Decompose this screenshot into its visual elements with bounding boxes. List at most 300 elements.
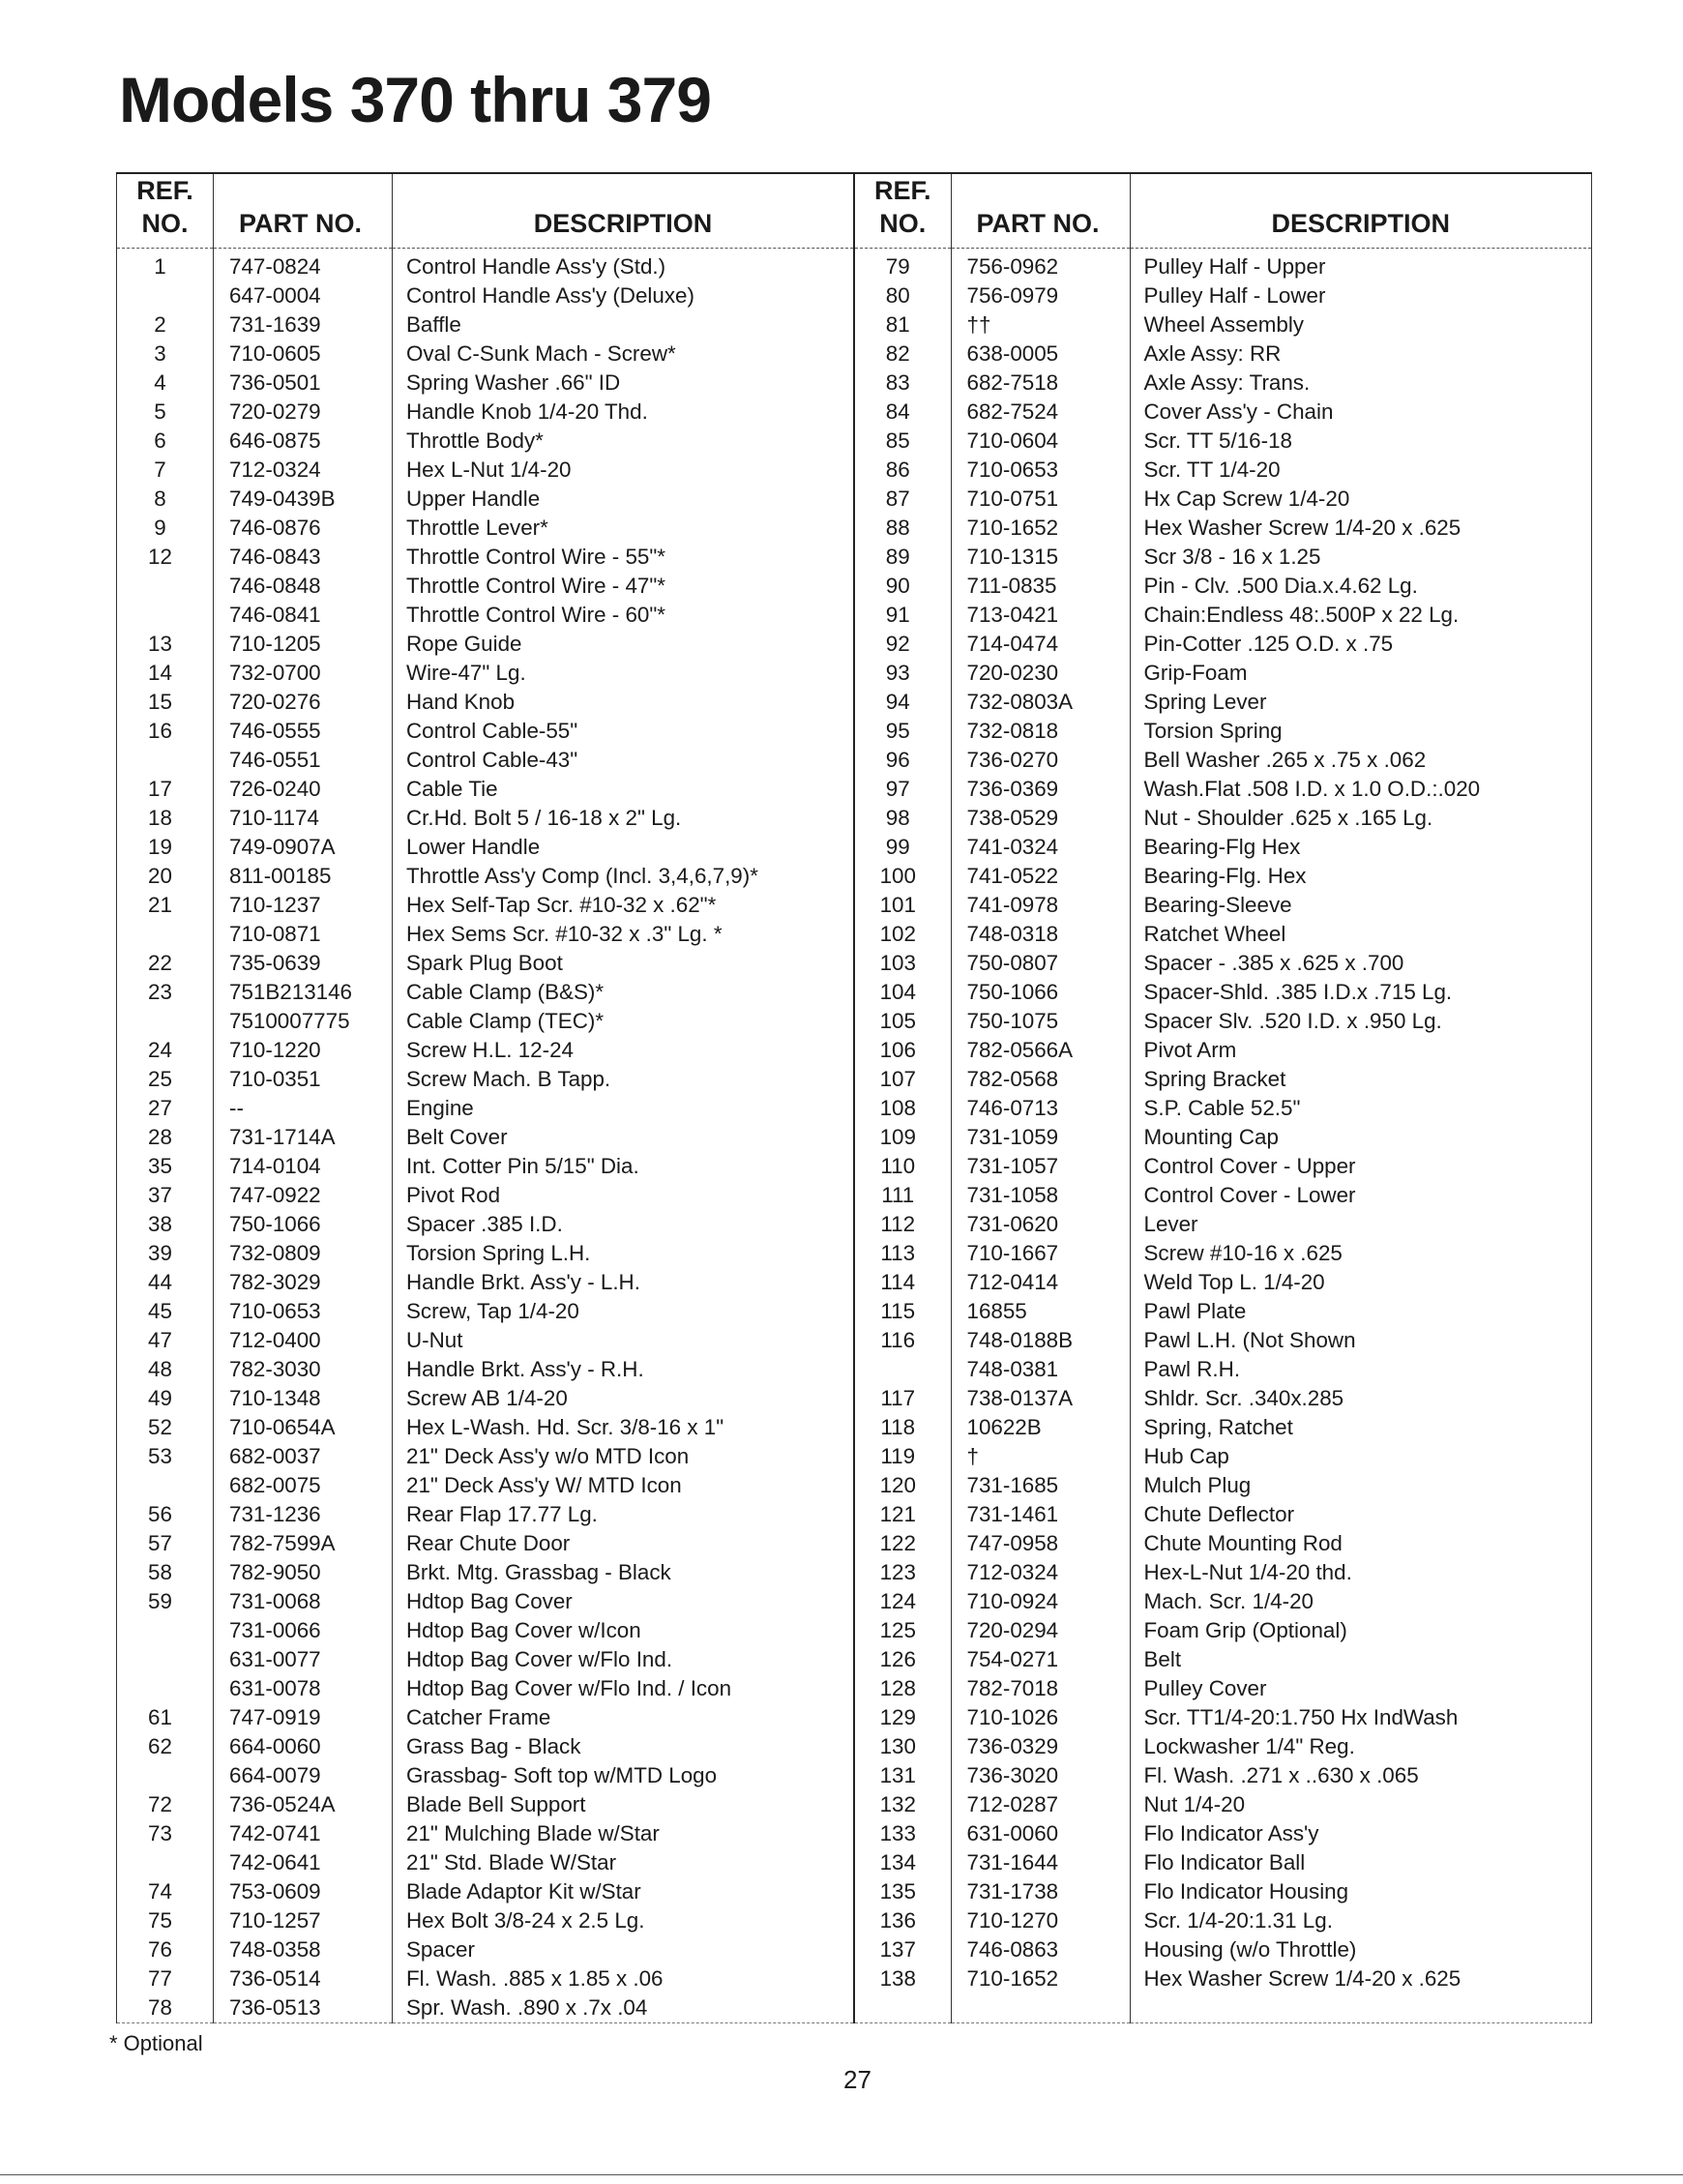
- part-no-cell: 731-1058: [951, 1181, 1130, 1210]
- description-cell: Upper Handle: [406, 487, 541, 511]
- ref-no-cell: 5: [117, 398, 214, 427]
- description-cell: Mounting Cap: [1130, 1123, 1592, 1152]
- part-no-cell: †: [951, 1442, 1130, 1471]
- table-row: [117, 1964, 854, 1993]
- description-cell: Chute Deflector: [1130, 1500, 1592, 1529]
- description-cell: Flo Indicator Ass'y: [1130, 1819, 1592, 1848]
- ref-no-cell: [117, 1471, 214, 1500]
- description-cell: Hex L-Nut 1/4-20: [406, 457, 572, 482]
- part-no-cell: 712-0287: [951, 1790, 1130, 1819]
- table-row: [854, 833, 1592, 862]
- ref-no-cell: 126: [854, 1645, 951, 1674]
- ref-no-cell: 16: [117, 717, 214, 746]
- table-row: [854, 1065, 1592, 1094]
- table-row: [854, 1732, 1592, 1761]
- table-row: [117, 1471, 854, 1500]
- part-no-cell: 710-0871: [214, 920, 393, 949]
- part-no-cell: 748-0188B: [951, 1326, 1130, 1355]
- table-row: [854, 369, 1592, 398]
- description-cell: Pawl L.H. (Not Shown: [1130, 1326, 1592, 1355]
- part-no-cell: 736-0329: [951, 1732, 1130, 1761]
- table-row: [117, 1587, 854, 1616]
- part-no-cell: 746-0863: [951, 1935, 1130, 1964]
- ref-no-cell: 102: [854, 920, 951, 949]
- part-no-cell: 710-1270: [951, 1906, 1130, 1935]
- table-row: [117, 978, 854, 1007]
- table-row: [854, 1355, 1592, 1384]
- description-cell: Screw Mach. B Tapp.: [406, 1067, 611, 1091]
- table-row: [117, 456, 854, 485]
- description-cell: Bearing-Sleeve: [1130, 891, 1592, 920]
- table-row: [854, 1703, 1592, 1732]
- part-no-cell: 710-0751: [951, 485, 1130, 514]
- table-row: [117, 1413, 854, 1442]
- page-number: 27: [843, 2065, 871, 2094]
- ref-no-cell: 49: [117, 1384, 214, 1413]
- ref-no-cell: 88: [854, 514, 951, 543]
- part-no-cell: 646-0875: [214, 427, 393, 456]
- ref-no-cell: 124: [854, 1587, 951, 1616]
- description-cell: Hex L-Wash. Hd. Scr. 3/8-16 x 1": [406, 1415, 724, 1439]
- part-no-cell: 736-0524A: [214, 1790, 393, 1819]
- ref-no-cell: 137: [854, 1935, 951, 1964]
- description-cell: Scr. TT1/4-20:1.750 Hx IndWash: [1130, 1703, 1592, 1732]
- ref-no-cell: 78: [117, 1993, 214, 2023]
- description-cell: Throttle Lever*: [406, 516, 548, 540]
- description-cell: Wheel Assembly: [1130, 310, 1592, 339]
- ref-no-cell: 1: [117, 249, 214, 282]
- part-no-cell: 731-1461: [951, 1500, 1130, 1529]
- part-no-cell: 753-0609: [214, 1877, 393, 1906]
- part-no-cell: 736-3020: [951, 1761, 1130, 1790]
- part-no-cell: 732-0803A: [951, 688, 1130, 717]
- part-no-cell: 747-0824: [214, 249, 393, 282]
- ref-no-cell: 100: [854, 862, 951, 891]
- table-row: [117, 281, 854, 310]
- description-cell: Pivot Arm: [1130, 1036, 1592, 1065]
- table-row: [117, 339, 854, 369]
- description-cell: Scr. TT 1/4-20: [1130, 456, 1592, 485]
- table-row: [117, 1529, 854, 1558]
- part-no-cell: 741-0324: [951, 833, 1130, 862]
- ref-no-cell: 48: [117, 1355, 214, 1384]
- ref-no-cell: 106: [854, 1036, 951, 1065]
- ref-no-cell: 74: [117, 1877, 214, 1906]
- ref-no-cell: 21: [117, 891, 214, 920]
- ref-no-cell: 76: [117, 1935, 214, 1964]
- part-no-cell: 748-0318: [951, 920, 1130, 949]
- description-cell: Grip-Foam: [1130, 659, 1592, 688]
- table-row: [854, 1297, 1592, 1326]
- description-cell: Hex Self-Tap Scr. #10-32 x .62"*: [406, 893, 717, 917]
- description-cell: Spacer: [406, 1937, 475, 1962]
- ref-no-cell: 39: [117, 1239, 214, 1268]
- ref-no-cell: 135: [854, 1877, 951, 1906]
- description-cell: Bell Washer .265 x .75 x .062: [1130, 746, 1592, 775]
- description-cell: 21" Mulching Blade w/Star: [406, 1821, 660, 1845]
- ref-no-cell: 44: [117, 1268, 214, 1297]
- part-no-cell: 710-1220: [214, 1036, 393, 1065]
- description-cell: Fl. Wash. .885 x 1.85 x .06: [406, 1966, 664, 1991]
- part-no-cell: 647-0004: [214, 281, 393, 310]
- part-no-cell: 712-0324: [951, 1558, 1130, 1587]
- table-row: [854, 249, 1592, 282]
- description-cell: Bearing-Flg. Hex: [1130, 862, 1592, 891]
- ref-no-cell: 121: [854, 1500, 951, 1529]
- table-row: [117, 1819, 854, 1848]
- ref-no-cell: [117, 1645, 214, 1674]
- part-no-cell: 736-0513: [214, 1993, 393, 2023]
- ref-no-cell: [117, 572, 214, 601]
- part-no-cell: 738-0529: [951, 804, 1130, 833]
- description-cell: Lower Handle: [406, 835, 541, 859]
- ref-no-cell: 52: [117, 1413, 214, 1442]
- bottom-rule: [0, 2174, 1683, 2175]
- part-no-cell: 782-0566A: [951, 1036, 1130, 1065]
- table-row: [117, 485, 854, 514]
- part-no-cell: 782-7599A: [214, 1529, 393, 1558]
- ref-no-cell: 119: [854, 1442, 951, 1471]
- ref-no-cell: 125: [854, 1616, 951, 1645]
- table-row: [117, 891, 854, 920]
- part-no-cell: ††: [951, 310, 1130, 339]
- table-row: [117, 746, 854, 775]
- ref-no-cell: [117, 1007, 214, 1036]
- description-cell: Spacer-Shld. .385 I.D.x .715 Lg.: [1130, 978, 1592, 1007]
- description-cell: Hx Cap Screw 1/4-20: [1130, 485, 1592, 514]
- ref-no-cell: 110: [854, 1152, 951, 1181]
- part-no-cell: 756-0962: [951, 249, 1130, 282]
- table-row: [854, 1123, 1592, 1152]
- description-cell: Scr 3/8 - 16 x 1.25: [1130, 543, 1592, 572]
- part-no-cell: 747-0958: [951, 1529, 1130, 1558]
- table-row: [117, 630, 854, 659]
- table-row: [117, 1065, 854, 1094]
- ref-no-cell: [117, 746, 214, 775]
- part-no-cell: 782-3029: [214, 1268, 393, 1297]
- table-row: [117, 427, 854, 456]
- ref-no-cell: 35: [117, 1152, 214, 1181]
- description-cell: Control Cover - Upper: [1130, 1152, 1592, 1181]
- ref-no-cell: 37: [117, 1181, 214, 1210]
- part-no-cell: 754-0271: [951, 1645, 1130, 1674]
- table-row: [117, 1790, 854, 1819]
- table-row: [117, 1906, 854, 1935]
- part-no-cell: 710-0604: [951, 427, 1130, 456]
- ref-no-cell: 20: [117, 862, 214, 891]
- ref-no-cell: 84: [854, 398, 951, 427]
- part-no-cell: 714-0104: [214, 1152, 393, 1181]
- table-row: [117, 804, 854, 833]
- part-no-cell: 731-1685: [951, 1471, 1130, 1500]
- table-row: [854, 1558, 1592, 1587]
- description-cell: Axle Assy: Trans.: [1130, 369, 1592, 398]
- ref-no-cell: 101: [854, 891, 951, 920]
- ref-no-cell: [117, 281, 214, 310]
- ref-no-cell: [117, 1848, 214, 1877]
- description-cell: Pawl R.H.: [1130, 1355, 1592, 1384]
- table-row: [854, 281, 1592, 310]
- ref-no-cell: 109: [854, 1123, 951, 1152]
- part-no-cell: 746-0876: [214, 514, 393, 543]
- ref-no-cell: 96: [854, 746, 951, 775]
- ref-no-cell: 105: [854, 1007, 951, 1036]
- table-row: [854, 804, 1592, 833]
- part-no-cell: 750-1066: [214, 1210, 393, 1239]
- ref-no-cell: 131: [854, 1761, 951, 1790]
- ref-no-cell: 56: [117, 1500, 214, 1529]
- description-header: DESCRIPTION: [1130, 173, 1592, 249]
- ref-header-line2: NO.: [141, 209, 189, 238]
- table-row: [854, 1848, 1592, 1877]
- ref-no-cell: 114: [854, 1268, 951, 1297]
- part-no-cell: 731-1236: [214, 1500, 393, 1529]
- table-row: [117, 1848, 854, 1877]
- part-no-cell: 7510007775: [214, 1007, 393, 1036]
- ref-no-cell: 14: [117, 659, 214, 688]
- description-cell: Control Cable-43": [406, 748, 578, 772]
- description-cell: Control Cable-55": [406, 719, 578, 743]
- part-no-cell: 710-1667: [951, 1239, 1130, 1268]
- table-row: [854, 1152, 1592, 1181]
- table-row: [117, 543, 854, 572]
- description-cell: Cover Ass'y - Chain: [1130, 398, 1592, 427]
- description-cell: Hdtop Bag Cover w/Flo Ind.: [406, 1647, 673, 1671]
- ref-no-cell: 7: [117, 456, 214, 485]
- part-no-cell: 726-0240: [214, 775, 393, 804]
- description-cell: Throttle Control Wire - 55"*: [406, 545, 666, 569]
- table-row: [854, 1993, 1592, 2023]
- part-no-cell: 747-0919: [214, 1703, 393, 1732]
- description-cell: Nut 1/4-20: [1130, 1790, 1592, 1819]
- part-no-cell: 811-00185: [214, 862, 393, 891]
- ref-no-cell: 23: [117, 978, 214, 1007]
- table-row: [854, 1964, 1592, 1993]
- table-row: [117, 1993, 854, 2023]
- table-row: [117, 601, 854, 630]
- description-cell: Spring Lever: [1130, 688, 1592, 717]
- part-no-cell: 782-3030: [214, 1355, 393, 1384]
- table-row: [854, 456, 1592, 485]
- table-row: [854, 659, 1592, 688]
- part-no-cell: 731-0066: [214, 1616, 393, 1645]
- table-row: [854, 1674, 1592, 1703]
- part-no-cell: 710-0653: [214, 1297, 393, 1326]
- table-row: [117, 949, 854, 978]
- description-cell: Screw AB 1/4-20: [406, 1386, 568, 1410]
- table-row: [117, 369, 854, 398]
- table-row: [854, 1616, 1592, 1645]
- ref-no-cell: 91: [854, 601, 951, 630]
- table-row: [117, 310, 854, 339]
- ref-no-cell: [117, 601, 214, 630]
- part-no-cell: 750-1075: [951, 1007, 1130, 1036]
- ref-no-cell: 13: [117, 630, 214, 659]
- part-no-cell: 782-0568: [951, 1065, 1130, 1094]
- ref-no-cell: [854, 1355, 951, 1384]
- table-row: [854, 543, 1592, 572]
- table-row: [117, 1761, 854, 1790]
- table-row: [117, 1268, 854, 1297]
- part-no-cell: 782-7018: [951, 1674, 1130, 1703]
- description-cell: Handle Brkt. Ass'y - L.H.: [406, 1270, 640, 1294]
- description-cell: Rear Flap 17.77 Lg.: [406, 1502, 598, 1526]
- part-no-cell: 731-0620: [951, 1210, 1130, 1239]
- table-row: [854, 1239, 1592, 1268]
- table-row: [854, 688, 1592, 717]
- table-row: [117, 398, 854, 427]
- ref-no-cell: 27: [117, 1094, 214, 1123]
- table-row: [117, 1036, 854, 1065]
- table-row: [117, 1703, 854, 1732]
- ref-no-cell: 2: [117, 310, 214, 339]
- table-header-row: [117, 173, 854, 249]
- table-row: [117, 1181, 854, 1210]
- ref-no-cell: 53: [117, 1442, 214, 1471]
- part-no-cell: 731-1644: [951, 1848, 1130, 1877]
- ref-no-cell: [854, 1993, 951, 2023]
- description-cell: Control Handle Ass'y (Deluxe): [406, 283, 694, 308]
- table-header-row: [854, 173, 1592, 249]
- part-no-cell: 16855: [951, 1297, 1130, 1326]
- ref-no-cell: 47: [117, 1326, 214, 1355]
- ref-no-cell: 129: [854, 1703, 951, 1732]
- ref-no-cell: 128: [854, 1674, 951, 1703]
- ref-no-cell: 12: [117, 543, 214, 572]
- table-row: [854, 978, 1592, 1007]
- table-row: [854, 1326, 1592, 1355]
- description-cell: Chain:Endless 48:.500P x 22 Lg.: [1130, 601, 1592, 630]
- part-no-cell: 710-1237: [214, 891, 393, 920]
- ref-no-cell: 81: [854, 310, 951, 339]
- table-row: [854, 1935, 1592, 1964]
- table-row: [854, 1529, 1592, 1558]
- description-cell: Lockwasher 1/4" Reg.: [1130, 1732, 1592, 1761]
- part-no-cell: 711-0835: [951, 572, 1130, 601]
- table-row: [854, 1413, 1592, 1442]
- part-no-cell: 742-0741: [214, 1819, 393, 1848]
- description-cell: Grassbag- Soft top w/MTD Logo: [406, 1763, 718, 1787]
- description-cell: Fl. Wash. .271 x ..630 x .065: [1130, 1761, 1592, 1790]
- part-no-header: PART NO.: [214, 173, 393, 249]
- description-cell: Ratchet Wheel: [1130, 920, 1592, 949]
- ref-no-cell: 108: [854, 1094, 951, 1123]
- table-row: [854, 1094, 1592, 1123]
- table-row: [854, 339, 1592, 369]
- description-header: DESCRIPTION: [393, 173, 854, 249]
- ref-no-cell: 118: [854, 1413, 951, 1442]
- table-row: [117, 775, 854, 804]
- description-cell: Control Handle Ass'y (Std.): [406, 254, 666, 279]
- table-row: [117, 1326, 854, 1355]
- ref-header-line1: REF.: [136, 176, 193, 205]
- description-cell: Chute Mounting Rod: [1130, 1529, 1592, 1558]
- ref-no-header: [117, 173, 214, 249]
- description-cell: Throttle Body*: [406, 428, 544, 453]
- part-no-cell: 746-0555: [214, 717, 393, 746]
- ref-header-line2: NO.: [879, 209, 927, 238]
- ref-no-cell: 9: [117, 514, 214, 543]
- ref-no-cell: 95: [854, 717, 951, 746]
- table-row: [117, 1500, 854, 1529]
- ref-no-cell: 38: [117, 1210, 214, 1239]
- table-row: [854, 1500, 1592, 1529]
- description-cell: Nut - Shoulder .625 x .165 Lg.: [1130, 804, 1592, 833]
- table-row: [117, 249, 854, 282]
- part-no-cell: 710-0653: [951, 456, 1130, 485]
- ref-no-cell: 136: [854, 1906, 951, 1935]
- description-cell: Rear Chute Door: [406, 1531, 571, 1555]
- ref-no-cell: 89: [854, 543, 951, 572]
- part-no-cell: 741-0522: [951, 862, 1130, 891]
- part-no-cell: 741-0978: [951, 891, 1130, 920]
- description-cell: Pin-Cotter .125 O.D. x .75: [1130, 630, 1592, 659]
- part-no-cell: 714-0474: [951, 630, 1130, 659]
- description-cell: Hdtop Bag Cover w/Flo Ind. / Icon: [406, 1676, 732, 1700]
- part-no-cell: 736-0270: [951, 746, 1130, 775]
- part-no-cell: 751B213146: [214, 978, 393, 1007]
- description-cell: Brkt. Mtg. Grassbag - Black: [406, 1560, 671, 1584]
- table-row: [854, 920, 1592, 949]
- ref-no-cell: 25: [117, 1065, 214, 1094]
- table-row: [854, 1761, 1592, 1790]
- table-row: [854, 310, 1592, 339]
- description-cell: Belt Cover: [406, 1125, 508, 1149]
- part-no-cell: 712-0414: [951, 1268, 1130, 1297]
- ref-no-cell: 28: [117, 1123, 214, 1152]
- description-cell: Lever: [1130, 1210, 1592, 1239]
- ref-no-cell: 72: [117, 1790, 214, 1819]
- description-cell: Mulch Plug: [1130, 1471, 1592, 1500]
- table-row: [854, 1210, 1592, 1239]
- ref-no-cell: 93: [854, 659, 951, 688]
- description-cell: Rope Guide: [406, 632, 522, 656]
- part-no-cell: 710-0605: [214, 339, 393, 369]
- description-cell: Hdtop Bag Cover: [406, 1589, 573, 1613]
- part-no-cell: 731-1059: [951, 1123, 1130, 1152]
- table-row: [117, 1558, 854, 1587]
- ref-no-cell: 17: [117, 775, 214, 804]
- description-cell: Control Cover - Lower: [1130, 1181, 1592, 1210]
- ref-no-cell: 62: [117, 1732, 214, 1761]
- ref-no-cell: 4: [117, 369, 214, 398]
- description-cell: Screw, Tap 1/4-20: [406, 1299, 579, 1323]
- table-row: [117, 1384, 854, 1413]
- part-no-cell: --: [214, 1094, 393, 1123]
- ref-no-cell: 80: [854, 281, 951, 310]
- ref-no-cell: [117, 920, 214, 949]
- ref-no-cell: 112: [854, 1210, 951, 1239]
- description-cell: Pulley Cover: [1130, 1674, 1592, 1703]
- ref-no-cell: 77: [117, 1964, 214, 1993]
- ref-no-cell: 113: [854, 1239, 951, 1268]
- part-no-cell: 712-0324: [214, 456, 393, 485]
- table-row: [854, 398, 1592, 427]
- description-cell: Engine: [406, 1096, 474, 1120]
- table-row: [854, 1877, 1592, 1906]
- description-cell: Pin - Clv. .500 Dia.x.4.62 Lg.: [1130, 572, 1592, 601]
- part-no-cell: 748-0381: [951, 1355, 1130, 1384]
- description-cell: Spark Plug Boot: [406, 951, 563, 975]
- ref-no-cell: 90: [854, 572, 951, 601]
- part-no-header: PART NO.: [951, 173, 1130, 249]
- ref-no-cell: 97: [854, 775, 951, 804]
- part-no-cell: 710-1348: [214, 1384, 393, 1413]
- description-cell: Scr. 1/4-20:1.31 Lg.: [1130, 1906, 1592, 1935]
- description-cell: Axle Assy: RR: [1130, 339, 1592, 369]
- description-cell: Handle Brkt. Ass'y - R.H.: [406, 1357, 644, 1381]
- description-cell: Flo Indicator Housing: [1130, 1877, 1592, 1906]
